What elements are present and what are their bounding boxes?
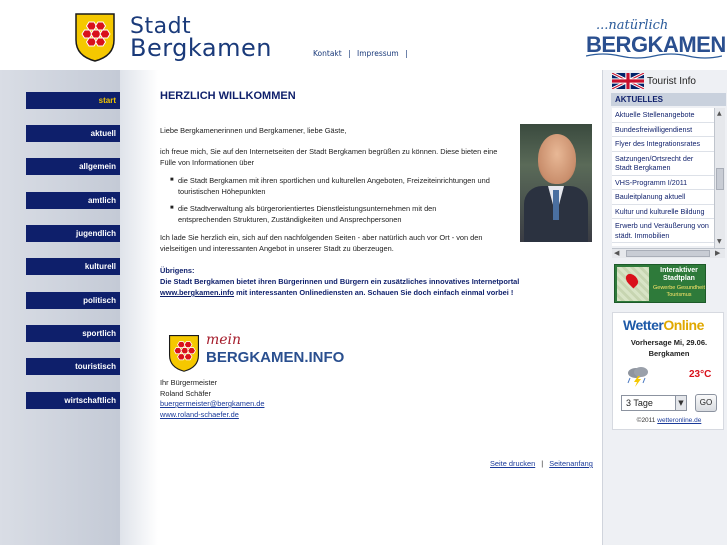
content-shadow: [120, 70, 158, 545]
kontakt-link[interactable]: Kontakt: [313, 49, 342, 58]
brand-logo[interactable]: [586, 18, 726, 60]
bullet-text: ■ die Stadt Bergkamen mit ihren sportlichen und kulturellen Angeboten, Freizeiteinrichtungen und touristischen Höhepunkten: [178, 176, 490, 196]
photo-head: [538, 134, 576, 184]
bullet-item: [170, 175, 490, 197]
nav-item-label: sportlich: [26, 325, 120, 342]
impressum-link[interactable]: Impressum: [357, 49, 399, 58]
invite-text: Ich lade Sie herzlich ein, sich auf den nachfolgenden Seiten - aber natürlich auch vor Ort - von den vielseitigen und interessanten Angebot in unserer Stadt zu überzeugen.: [160, 233, 483, 253]
link-separator: |: [405, 49, 408, 58]
city-crest-icon[interactable]: [74, 12, 116, 62]
wetter-brand-b: Online: [663, 317, 704, 333]
thunderstorm-icon: [625, 365, 651, 387]
nav-item-allgemein[interactable]: [26, 158, 128, 175]
header: [0, 0, 727, 70]
scroll-down-icon[interactable]: ▼: [717, 238, 722, 245]
nav-item-aktuell[interactable]: [26, 125, 128, 142]
nav-item-kulturell[interactable]: [26, 258, 128, 275]
forecast-range-select[interactable]: 3 Tage: [621, 395, 687, 411]
aktuelles-horizontal-scrollbar[interactable]: [612, 248, 725, 258]
mayor-email-link[interactable]: buergermeister@bergkamen.de: [160, 399, 265, 408]
aktuelles-list: [612, 108, 714, 246]
link-separator: |: [348, 49, 351, 58]
mayor-website-link[interactable]: www.roland-schaefer.de: [160, 409, 239, 419]
temperature: 23°C: [689, 369, 712, 380]
aktuelles-item[interactable]: Kultur und kulturelle Bildung: [612, 205, 714, 220]
forecast-date: Vorhersage Mi, 29.06.: [630, 338, 708, 347]
uk-flag-icon: [612, 73, 644, 89]
nav-item-label: politisch: [26, 292, 120, 309]
forecast-text: [613, 337, 725, 359]
nav-item-amtlich[interactable]: [26, 192, 128, 209]
uebrigens-heading: Übrigens:: [160, 266, 195, 275]
mein-logo-domain: BERGKAMEN.INFO: [206, 349, 345, 366]
aktuelles-item[interactable]: Bundesfreiwilligendienst: [612, 123, 714, 138]
scroll-thumb[interactable]: [626, 250, 710, 257]
logo-text-bergkamen[interactable]: Bergkamen: [130, 34, 272, 62]
nav-item-label: kulturell: [26, 258, 120, 275]
scroll-left-icon[interactable]: ◀: [614, 249, 620, 257]
go-button[interactable]: GO: [695, 394, 717, 412]
aktuelles-item[interactable]: Satzungen/Ortsrecht der Stadt Bergkamen: [612, 152, 714, 176]
logo-text-stadt[interactable]: Stadt: [130, 14, 192, 39]
aktuelles-heading: AKTUELLES: [611, 93, 726, 106]
bullet-text: ■ die Stadtverwaltung als bürgerorientiertes Dienstleistungsunternehmen mit den entsprechenden Strukturen, Zuständigkeiten und Ansprechpersonen: [178, 204, 437, 224]
mayor-photo: [520, 124, 592, 242]
stadtplan-tags: Gewerbe Gesundheit Tourismus: [653, 285, 705, 298]
footer-links: [490, 459, 593, 468]
forecast-location: Bergkamen: [648, 349, 690, 358]
weather-copyright: [613, 417, 725, 424]
nav-item-politisch[interactable]: [26, 292, 128, 309]
photo-tie: [553, 190, 559, 220]
wetter-brand-a: Wetter: [623, 317, 664, 333]
bullet-item: [170, 203, 490, 225]
nav-item-label: aktuell: [26, 125, 120, 142]
chevron-down-icon[interactable]: ▼: [675, 396, 686, 410]
scroll-up-icon[interactable]: ▲: [717, 110, 722, 117]
wetteronline-logo[interactable]: [623, 317, 704, 333]
nav-item-jugendlich[interactable]: [26, 225, 128, 242]
signature-name: Roland Schäfer: [160, 388, 211, 398]
aktuelles-item[interactable]: Flyer des Integrationsrates: [612, 137, 714, 152]
signature-block: [160, 378, 264, 420]
tourist-info-link[interactable]: [612, 72, 724, 90]
uebrigens-text: Die Stadt Bergkamen bietet ihren Bürgerinnen und Bürgern ein zusätzliches innovatives Internetportal: [160, 277, 520, 286]
bergkamen-info-link[interactable]: www.bergkamen.info: [160, 288, 235, 297]
nav-item-label: wirtschaftlich: [26, 392, 120, 409]
signature-role: Ihr Bürgermeister: [160, 378, 218, 387]
top-links: [313, 49, 412, 58]
aktuelles-item[interactable]: VHS-Programm I/2011: [612, 176, 714, 191]
link-separator: |: [541, 459, 544, 468]
nav-item-start[interactable]: [26, 92, 128, 109]
nav-item-label: amtlich: [26, 192, 120, 209]
aktuelles-vertical-scrollbar[interactable]: [714, 108, 725, 248]
scroll-right-icon[interactable]: ▶: [715, 249, 721, 257]
mein-logo-word: mein: [206, 332, 242, 348]
stadtplan-banner[interactable]: [614, 264, 706, 303]
nav-item-label: touristisch: [26, 358, 120, 375]
aktuelles-item[interactable]: Bauleitplanung aktuell: [612, 190, 714, 205]
brand-name: BERGKAMEN: [586, 32, 726, 57]
greeting-text: Liebe Bergkamenerinnen und Bergkamener, liebe Gäste,: [160, 126, 347, 135]
print-page-link[interactable]: Seite drucken: [490, 459, 536, 468]
nav-item-wirtschaftlich[interactable]: [26, 392, 128, 409]
page-top-link[interactable]: Seitenanfang: [549, 459, 593, 468]
nav-item-label: allgemein: [26, 158, 120, 175]
mein-bergkamen-logo[interactable]: [168, 332, 348, 374]
nav-item-label: jugendlich: [26, 225, 120, 242]
stadtplan-title: Interaktiver Stadtplan: [660, 267, 698, 282]
aktuelles-item[interactable]: Aktuelle Stellenangebote: [612, 108, 714, 123]
nav-item-sportlich[interactable]: [26, 325, 128, 342]
brand-tagline: ...natürlich: [596, 18, 669, 33]
scroll-thumb[interactable]: [716, 168, 724, 190]
aktuelles-item[interactable]: Erwerb und Veräußerung von städt. Immobilien: [612, 219, 714, 243]
copyright-text: ©2011: [636, 417, 656, 424]
city-crest-icon: [168, 334, 200, 372]
wetteronline-link[interactable]: wetteronline.de: [657, 417, 702, 424]
page-title: HERZLICH WILLKOMMEN: [160, 90, 296, 102]
nav-item-touristisch[interactable]: [26, 358, 128, 375]
tourist-info-label: Tourist Info: [647, 75, 696, 87]
weather-widget: [612, 312, 724, 430]
uebrigens-text-end: mit interessanten Onlinediensten an. Schauen Sie doch einfach einmal vorbei !: [236, 288, 514, 297]
brand-wave-icon: [586, 52, 722, 60]
intro-text: ich freue mich, Sie auf den Internetseiten der Stadt Bergkamen begrüßen zu können. Diese bieten eine Fülle von Informationen über: [160, 147, 498, 167]
uebrigens-block: [160, 265, 580, 298]
nav-item-label: start: [26, 92, 120, 109]
